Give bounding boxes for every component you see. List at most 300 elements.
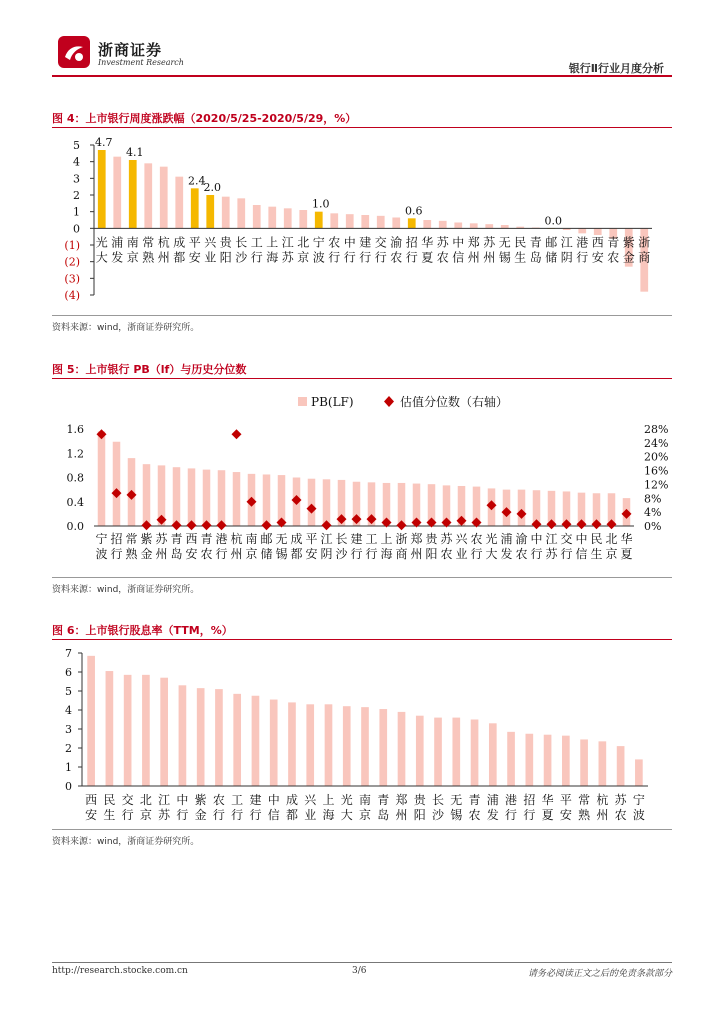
figure-4-source: 资料来源：wind，浙商证券研究所。 [52, 323, 200, 333]
category-label: 中 [343, 235, 356, 250]
bar [408, 218, 416, 228]
category-label: 行 [121, 808, 134, 822]
category-label: 农 [440, 547, 453, 561]
category-label: 锡 [450, 808, 463, 822]
yield-bar [215, 689, 223, 786]
category-label: 华 [421, 235, 434, 250]
category-label: 建 [350, 532, 363, 546]
category-label: 波 [632, 808, 645, 822]
category-label: 浦 [486, 793, 499, 807]
category-label: 农 [436, 250, 449, 265]
category-label: 港 [505, 793, 518, 807]
category-label: 青 [529, 235, 542, 250]
category-label: 青 [170, 532, 183, 546]
category-label: 西 [591, 235, 604, 250]
category-label: 民 [103, 793, 116, 807]
category-label: 平 [559, 793, 572, 807]
category-label: 中 [267, 793, 280, 807]
category-label: 大 [95, 250, 108, 265]
y-tick-label: (3) [64, 272, 80, 286]
category-label: 行 [350, 547, 363, 561]
category-label: 阳 [425, 547, 438, 561]
category-label: 紫 [622, 235, 635, 250]
category-label: 农 [515, 547, 528, 561]
category-label: 发 [500, 547, 513, 561]
pb-bar [233, 472, 241, 526]
category-label: 储 [260, 547, 273, 561]
category-label: 金 [622, 250, 635, 265]
category-label: 邮 [260, 532, 273, 546]
category-label: 行 [560, 547, 573, 561]
category-label: 海 [266, 250, 279, 265]
category-label: 行 [215, 547, 228, 561]
category-label: 商 [395, 547, 408, 561]
category-label: 西 [185, 532, 198, 546]
category-label: 安 [185, 547, 198, 561]
category-label: 生 [590, 547, 603, 561]
bar [160, 167, 168, 229]
category-label: 业 [304, 808, 317, 822]
bar [361, 215, 369, 228]
category-label: 农 [390, 250, 403, 265]
category-label: 平 [188, 235, 201, 250]
yield-bar [343, 706, 351, 786]
dividend-yield-chart [52, 642, 672, 828]
yield-bar [288, 702, 296, 786]
bar [330, 213, 338, 228]
figure-6-title: 图 6：上市银行股息率（TTM，%） [52, 624, 233, 637]
category-label: 光 [340, 793, 353, 807]
category-label: 农 [200, 547, 213, 561]
bar [578, 228, 586, 233]
pb-bar [398, 483, 406, 526]
category-label: 行 [576, 250, 589, 265]
category-label: 浦 [111, 235, 124, 250]
category-label: 江 [158, 793, 171, 807]
yield-bar [270, 700, 278, 786]
category-label: 兴 [455, 532, 468, 546]
yield-bar [507, 732, 515, 786]
category-label: 农 [470, 532, 483, 546]
category-label: 江 [545, 532, 558, 546]
category-label: 海 [380, 547, 393, 561]
category-label: 岛 [170, 547, 183, 561]
y-tick-label: 1.6 [66, 423, 84, 436]
figure-4-title: 图 4：上市银行周度涨跌幅（2020/5/25-2020/5/29，%） [52, 112, 357, 125]
bar [346, 214, 354, 228]
category-label: 无 [275, 532, 288, 546]
category-label: 南 [245, 532, 258, 546]
data-label: 0.6 [405, 204, 423, 218]
category-label: 中 [452, 235, 465, 250]
category-label: 成 [173, 235, 186, 250]
category-label: 安 [559, 808, 572, 822]
yield-bar [325, 704, 333, 786]
category-label: 贵 [219, 235, 232, 250]
category-label: 熟 [578, 808, 591, 822]
category-label: 建 [359, 235, 372, 250]
category-label: 州 [230, 547, 243, 561]
pb-bar [188, 468, 196, 526]
figure-6-source-rule [52, 829, 672, 830]
yield-bar [525, 734, 533, 786]
bar [175, 177, 183, 229]
bar [268, 207, 276, 229]
category-label: 江 [281, 235, 294, 250]
data-label: 2.0 [203, 181, 221, 194]
category-label: 行 [374, 250, 387, 265]
bar [144, 163, 152, 228]
category-label: 浙 [395, 532, 408, 546]
category-label: 熟 [125, 547, 138, 561]
category-label: 夏 [421, 250, 434, 265]
y2-tick-label: 8% [644, 492, 662, 506]
category-label: 沙 [235, 250, 248, 265]
category-label: 民 [590, 532, 603, 546]
category-label: 金 [194, 808, 207, 822]
y-tick-label: 0.0 [66, 520, 84, 533]
category-label: 锡 [275, 547, 288, 561]
category-label: 杭 [230, 532, 243, 546]
yield-bar [471, 720, 479, 787]
category-label: 安 [188, 250, 201, 265]
category-label: 紫 [140, 532, 153, 546]
pb-bar [263, 474, 271, 526]
y-tick-label: 0.8 [66, 471, 84, 485]
y-tick-label: 5 [65, 685, 72, 698]
category-label: 交 [560, 532, 573, 546]
bar [594, 228, 602, 235]
category-label: 上 [266, 235, 279, 250]
category-label: 江 [560, 235, 573, 250]
category-label: 京 [605, 547, 618, 561]
footer-url[interactable]: http://research.stocke.com.cn [52, 966, 188, 976]
category-label: 成 [290, 532, 303, 546]
yield-bar [233, 694, 241, 786]
bar [98, 150, 106, 228]
category-label: 信 [575, 547, 588, 561]
category-label: 苏 [436, 235, 449, 250]
bar [237, 198, 245, 228]
category-label: 青 [200, 532, 213, 546]
pb-percentile-chart [52, 381, 672, 571]
category-label: 安 [85, 808, 98, 822]
company-logo-icon [58, 36, 90, 68]
yield-bar [379, 709, 387, 786]
category-label: 波 [312, 250, 325, 265]
category-label: 中 [575, 532, 588, 546]
y-tick-label: 0.4 [66, 495, 84, 509]
category-label: 交 [374, 235, 387, 250]
category-label: 信 [452, 250, 465, 265]
y-tick-label: 6 [65, 666, 72, 679]
category-label: 业 [455, 547, 468, 561]
category-label: 安 [305, 547, 318, 561]
category-label: 工 [365, 532, 378, 546]
category-label: 商 [638, 250, 651, 265]
category-label: 大 [485, 547, 498, 561]
figure-5-title: 图 5：上市银行 PB（lf）与历史分位数 [52, 363, 247, 376]
category-label: 北 [139, 793, 152, 807]
yield-bar [361, 707, 369, 786]
category-label: 苏 [281, 250, 294, 265]
category-label: 大 [340, 808, 353, 822]
category-label: 京 [126, 250, 139, 265]
pb-bar [323, 479, 331, 526]
bar [284, 208, 292, 228]
category-label: 北 [605, 532, 618, 546]
category-label: 行 [231, 808, 244, 822]
category-label: 京 [245, 547, 258, 561]
category-label: 宁 [312, 235, 325, 250]
category-label: 熟 [142, 250, 155, 265]
legend-swatch-pb [298, 397, 307, 406]
category-label: 州 [467, 250, 480, 265]
category-label: 渝 [390, 235, 403, 250]
category-label: 农 [468, 808, 481, 822]
figure-4-title-rule [52, 127, 672, 128]
category-label: 信 [267, 808, 280, 822]
category-label: 南 [126, 235, 139, 250]
category-label: 岛 [529, 250, 542, 265]
report-tag: 银行Ⅱ行业月度分析 [568, 62, 664, 75]
bar [485, 224, 493, 228]
category-label: 储 [545, 250, 558, 265]
category-label: 青 [607, 235, 620, 250]
category-label: 行 [212, 808, 225, 822]
category-label: 行 [505, 808, 518, 822]
category-label: 安 [591, 250, 604, 265]
category-label: 阴 [560, 250, 573, 265]
category-label: 阳 [219, 250, 232, 265]
figure-5-title-rule [52, 378, 672, 379]
category-label: 京 [297, 250, 310, 265]
category-label: 长 [432, 793, 445, 807]
category-label: 华 [620, 532, 633, 546]
y-tick-label: (2) [64, 255, 80, 269]
y-tick-label: 3 [65, 723, 72, 736]
category-label: 州 [155, 547, 168, 561]
legend-marker-percentile [384, 396, 394, 407]
bar [113, 157, 121, 229]
category-label: 岛 [377, 808, 390, 822]
category-label: 京 [139, 808, 152, 822]
category-label: 阳 [413, 808, 426, 822]
category-label: 郑 [395, 793, 408, 807]
data-label: 2.4 [188, 174, 206, 188]
yield-bar [489, 723, 497, 786]
category-label: 郑 [467, 235, 480, 250]
category-label: 中 [530, 532, 543, 546]
category-label: 西 [85, 793, 98, 807]
pb-bar [518, 490, 526, 526]
bar [253, 205, 261, 228]
y2-tick-label: 20% [644, 450, 669, 464]
category-label: 江 [320, 532, 333, 546]
category-label: 工 [231, 793, 244, 807]
bar [470, 223, 478, 228]
category-label: 农 [212, 793, 225, 807]
category-label: 港 [576, 235, 589, 250]
data-label: 4.7 [95, 136, 113, 149]
category-label: 发 [111, 250, 124, 265]
category-label: 贵 [425, 532, 438, 546]
percentile-marker [232, 429, 242, 439]
yield-bar [398, 712, 406, 786]
category-label: 州 [410, 547, 423, 561]
category-label: 都 [290, 547, 303, 561]
category-label: 长 [335, 532, 348, 546]
category-label: 常 [142, 235, 155, 250]
category-label: 平 [305, 532, 318, 546]
figure-6-source: 资料来源：wind，浙商证券研究所。 [52, 837, 200, 847]
category-label: 中 [176, 793, 189, 807]
yield-bar [416, 716, 424, 786]
category-label: 海 [322, 808, 335, 822]
y-tick-label: 5 [73, 139, 80, 152]
category-label: 行 [110, 547, 123, 561]
category-label: 行 [343, 250, 356, 265]
figure-5-source-rule [52, 577, 672, 578]
pb-bar [98, 431, 106, 526]
disclaimer-note: 请务必阅读正文之后的免责条款部分 [527, 969, 672, 979]
category-label: 发 [486, 808, 499, 822]
category-label: 北 [297, 235, 310, 250]
category-label: 常 [125, 532, 138, 546]
category-label: 交 [121, 793, 134, 807]
y-tick-label: 1.2 [66, 447, 84, 461]
figure-4-source-rule [52, 315, 672, 316]
yield-bar [142, 675, 150, 786]
category-label: 宁 [632, 793, 645, 807]
category-label: 阴 [320, 547, 333, 561]
data-label: 0.0 [544, 214, 562, 228]
pb-bar [218, 470, 226, 526]
category-label: 杭 [596, 793, 609, 807]
y2-tick-label: 24% [644, 436, 669, 450]
yield-bar [580, 739, 588, 786]
category-label: 青 [377, 793, 390, 807]
yield-bar [544, 735, 552, 786]
category-label: 州 [157, 250, 170, 265]
yield-bar [306, 704, 314, 786]
legend-label-pb: PB(LF) [311, 395, 354, 409]
pb-bar [308, 479, 316, 526]
category-label: 浦 [500, 532, 513, 546]
category-label: 浙 [638, 235, 651, 250]
category-label: 沙 [335, 547, 348, 561]
yield-bar [124, 675, 132, 786]
category-label: 生 [514, 250, 527, 265]
y2-tick-label: 16% [644, 464, 669, 478]
category-label: 苏 [483, 235, 496, 250]
category-label: 渝 [515, 532, 528, 546]
y-tick-label: 4 [73, 155, 80, 169]
category-label: 苏 [158, 808, 171, 822]
bar [423, 220, 431, 228]
category-label: 宁 [95, 532, 108, 546]
category-label: 波 [95, 547, 108, 561]
category-label: 长 [235, 235, 248, 250]
category-label: 无 [498, 235, 511, 250]
y-tick-label: 4 [65, 704, 72, 717]
category-label: 邮 [545, 235, 558, 250]
category-label: 农 [614, 808, 627, 822]
category-label: 兴 [204, 235, 217, 250]
y-tick-label: 1 [65, 761, 72, 774]
brand-name-english: Investment Research [98, 58, 184, 67]
category-label: 成 [285, 793, 298, 807]
category-label: 京 [358, 808, 372, 822]
category-label: 州 [483, 250, 496, 265]
category-label: 行 [530, 547, 543, 561]
category-label: 苏 [545, 547, 558, 561]
category-label: 南 [358, 793, 372, 807]
pb-bar [203, 470, 211, 526]
category-label: 夏 [541, 808, 554, 822]
category-label: 锡 [498, 250, 511, 265]
bar [206, 195, 214, 228]
data-label: 1.0 [312, 197, 330, 211]
category-label: 郑 [410, 532, 423, 546]
pb-bar [113, 442, 121, 526]
category-label: 州 [395, 808, 408, 822]
y-tick-label: 3 [73, 172, 80, 186]
category-label: 生 [103, 808, 116, 822]
yield-bar [599, 741, 607, 786]
yield-bar [179, 685, 187, 786]
bar [222, 197, 230, 229]
category-label: 紫 [194, 793, 207, 807]
figure-5-source: 资料来源：wind，浙商证券研究所。 [52, 585, 200, 595]
category-label: 苏 [155, 532, 168, 546]
yield-bar [87, 656, 95, 786]
footer-divider [52, 962, 672, 963]
category-label: 民 [514, 235, 527, 250]
category-label: 行 [328, 250, 341, 265]
category-label: 业 [204, 250, 217, 265]
yield-bar [635, 759, 643, 786]
yield-bar [434, 718, 442, 786]
category-label: 农 [607, 250, 620, 265]
bar [191, 188, 199, 228]
category-label: 招 [110, 532, 123, 546]
category-label: 光 [485, 532, 498, 546]
category-label: 行 [405, 250, 418, 265]
category-label: 都 [285, 808, 298, 822]
yield-bar [562, 736, 570, 786]
bar [439, 221, 447, 229]
category-label: 行 [470, 547, 483, 561]
category-label: 上 [322, 793, 335, 807]
category-label: 兴 [304, 793, 317, 807]
category-label: 行 [249, 808, 262, 822]
category-label: 杭 [157, 235, 170, 250]
category-label: 行 [176, 808, 189, 822]
legend-label-percentile: 估值分位数（右轴） [400, 395, 509, 409]
category-label: 港 [215, 532, 228, 546]
category-label: 夏 [620, 547, 633, 561]
bar [377, 216, 385, 229]
category-label: 华 [541, 793, 554, 807]
category-label: 苏 [440, 532, 453, 546]
yield-bar [617, 746, 625, 786]
category-label: 行 [359, 250, 372, 265]
y-tick-label: 2 [65, 742, 72, 755]
yield-bar [106, 671, 114, 786]
category-label: 州 [596, 808, 609, 822]
category-label: 苏 [614, 793, 627, 807]
